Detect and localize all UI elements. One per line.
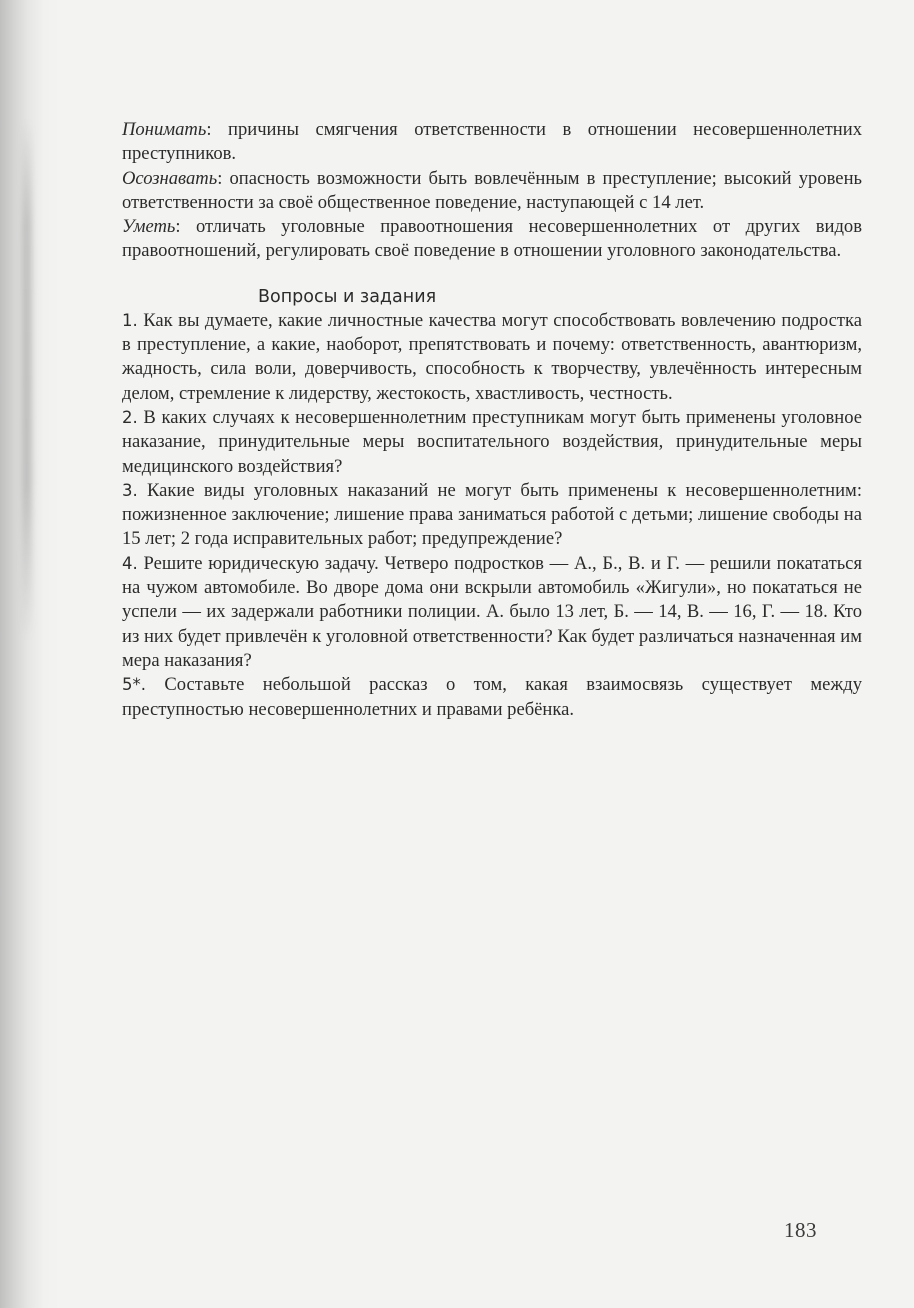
- objective-text: : отличать уголовные правоотношения несовершеннолетних от других видов правоотношений, регулировать своё поведение в отношении уголовного законодательства.: [122, 216, 862, 262]
- question-text: Составьте небольшой рассказ о том, какая взаимосвязь существует между преступностью несовершеннолетних и правами ребёнка.: [122, 674, 862, 720]
- question-5: [122, 673, 862, 722]
- question-2: [122, 406, 862, 479]
- question-3: [122, 479, 862, 552]
- page-number: 183: [784, 1218, 817, 1242]
- page-content: [122, 118, 862, 722]
- objective-understand: [122, 118, 862, 167]
- question-number: 4.: [122, 553, 138, 573]
- questions-list: [122, 309, 862, 722]
- question-number: 5*.: [122, 675, 146, 695]
- question-number: 1.: [122, 310, 138, 330]
- question-number: 2.: [122, 407, 138, 427]
- question-text: В каких случаях к несовершеннолетним преступникам могут быть применены уголовное наказание, принудительные меры воспитательного воздействия, принудительные меры медицинского воздействия?: [122, 406, 862, 477]
- objective-be-able: [122, 215, 862, 264]
- gutter-shadow-dark: [22, 120, 32, 640]
- objective-text: : причины смягчения ответственности в отношении несовершеннолетних преступников.: [122, 119, 862, 165]
- question-text: Какие виды уголовных наказаний не могут быть применены к несовершеннолетним: пожизненное заключение; лишение права заниматься работой с детьми; лишение свободы на 15 лет; 2 года исправительных работ; предупреждение?: [122, 479, 862, 550]
- objective-label: Осознавать: [122, 167, 218, 189]
- objective-realize: [122, 167, 862, 216]
- question-1: [122, 309, 862, 406]
- objective-text: : опасность возможности быть вовлечённым в преступление; высокий уровень ответственности за своё общественное поведение, наступающей с 14 лет.: [122, 167, 862, 213]
- section-heading: Вопросы и задания: [258, 286, 437, 307]
- objective-label: Понимать: [122, 119, 207, 140]
- question-text: Как вы думаете, какие личностные качества могут способствовать вовлечению подростка в преступление, а какие, наоборот, препятствовать и почему: ответственность, авантюризм, жадность, сила воли, доверчивость, способность к творчеству, увлечённость интересным делом, стремление к лидерству, жестокость, хвастливость, честность.: [122, 309, 862, 404]
- question-4: [122, 552, 862, 673]
- question-number: 3.: [122, 480, 138, 500]
- question-text: Решите юридическую задачу. Четверо подростков — А., Б., В. и Г. — решили покататься на чужом автомобиле. Во дворе дома они вскрыли автомобиль «Жигули», но покататься не успели — их задержали работники полиции. А. было 13 лет, Б. — 14, В. — 16, Г. — 18. Кто из них будет привлечён к уголовной ответственности? Как будет различаться назначенная им мера наказания?: [122, 552, 862, 671]
- objective-label: Уметь: [122, 216, 176, 238]
